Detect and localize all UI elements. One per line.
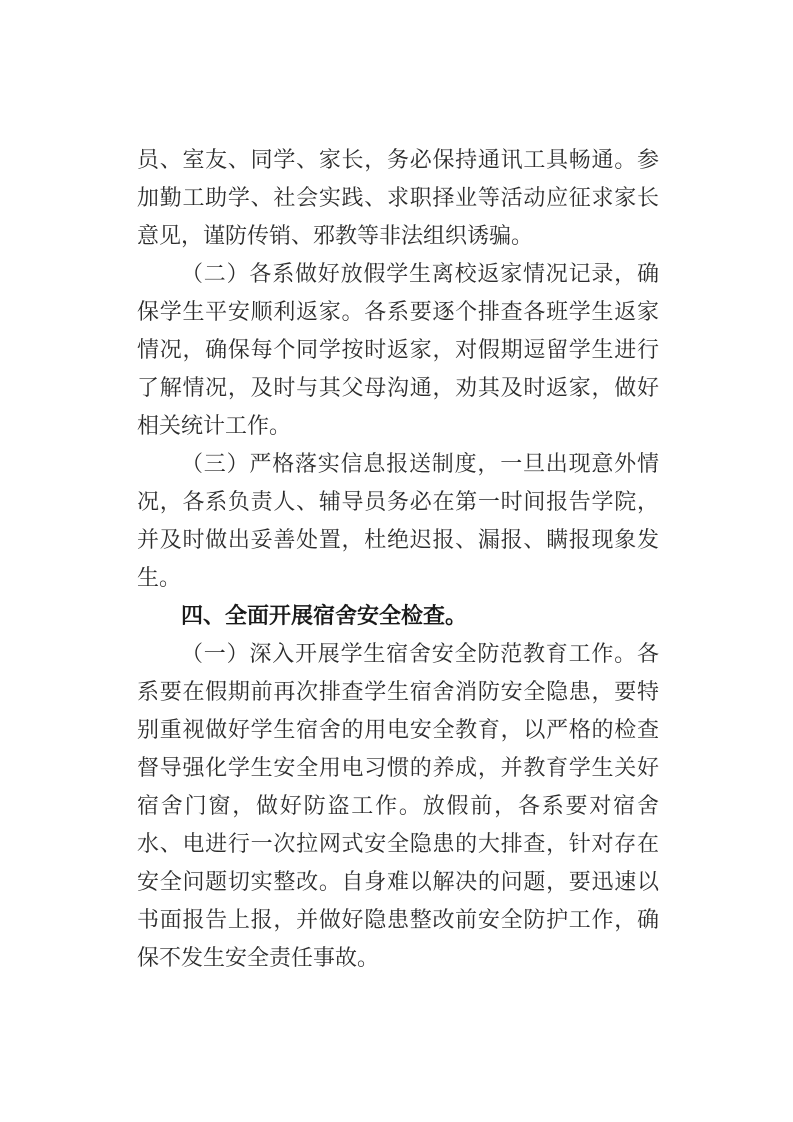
paragraph-item-2-return-home-records: （二）各系做好放假学生离校返家情况记录，确保学生平安顺利返家。各系要逐个排查各班学生返家情况，确保每个同学按时返家，对假期逗留学生进行了解情况，及时与其父母沟通，劝其及时返家，做好相关统计工作。 — [137, 261, 659, 438]
document-body — [137, 141, 659, 977]
section-heading-dormitory-safety-inspection: 四、全面开展宿舍安全检查。 — [181, 603, 468, 628]
paragraph-contact-communication: 员、室友、同学、家长，务必保持通讯工具畅通。参加勤工助学、社会实践、求职择业等活动应征求家长意见，谨防传销、邪教等非法组织诱骗。 — [137, 147, 659, 248]
paragraph-item-3-information-reporting: （三）严格落实信息报送制度，一旦出现意外情况，各系负责人、辅导员务必在第一时间报告学院，并及时做出妥善处置，杜绝迟报、漏报、瞒报现象发生。 — [137, 451, 659, 590]
paragraph-item-1-dormitory-safety-education: （一）深入开展学生宿舍安全防范教育工作。各系要在假期前再次排查学生宿舍消防安全隐患，要特别重视做好学生宿舍的用电安全教育，以严格的检查督导强化学生安全用电习惯的养成，并教育学生关好宿舍门窗，做好防盗工作。放假前，各系要对宿舍水、电进行一次拉网式安全隐患的大排查，针对存在安全问题切实整改。自身难以解决的问题，要迅速以书面报告上报，并做好隐患整改前安全防护工作，确保不发生安全责任事故。 — [137, 641, 659, 970]
